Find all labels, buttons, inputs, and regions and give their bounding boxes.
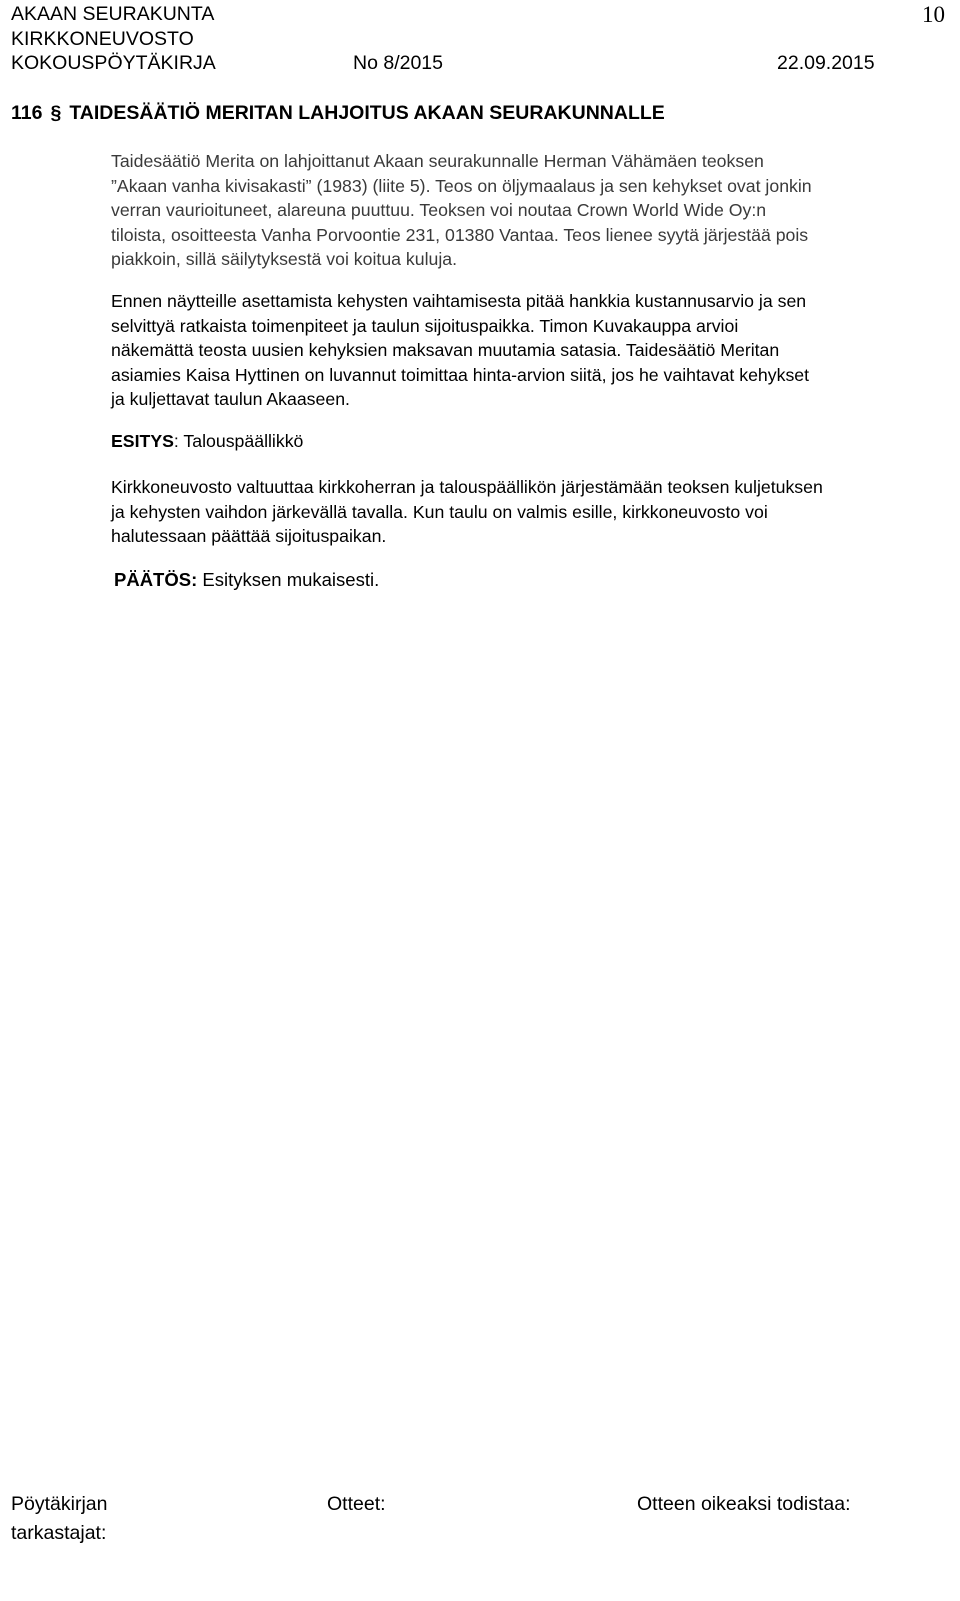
page-number: 10 xyxy=(922,2,945,27)
text-line: tiloista, osoitteesta Vanha Porvoontie 231, 01380 Vantaa. Teos lienee syytä järjestää pois xyxy=(111,224,809,245)
section-title: TAIDESÄÄTIÖ MERITAN LAHJOITUS AKAAN SEURAKUNNALLE xyxy=(69,102,665,124)
text-line: Kirkkoneuvosto valtuuttaa kirkkoherran ja talouspäällikön järjestämään teoksen kuljetuksen xyxy=(111,477,823,497)
text-line: selvittyä ratkaista toimenpiteet ja taulun sijoituspaikka. Timon Kuvakauppa arvioi xyxy=(111,315,739,336)
proposal-presenter: : Talouspäällikkö xyxy=(173,431,304,451)
decision-value: Esityksen mukaisesti. xyxy=(197,569,380,590)
section-heading xyxy=(11,101,665,125)
header-date: 22.09.2015 xyxy=(777,52,875,74)
section-symbol: § xyxy=(50,102,62,124)
section-number: 116 xyxy=(11,102,43,124)
paragraph-proposal-text xyxy=(111,475,945,549)
paragraph-background xyxy=(111,149,945,272)
proposal-label: ESITYS xyxy=(111,431,174,451)
header-org: AKAAN SEURAKUNTA xyxy=(11,3,215,25)
proposal-line xyxy=(111,429,945,454)
text-line: piakkoin, sillä säilytyksestä voi koitua kuluja. xyxy=(111,249,458,270)
header-doc-type: KOKOUSPÖYTÄKIRJA xyxy=(11,52,216,74)
decision-label: PÄÄTÖS: xyxy=(114,569,198,590)
text-line: Ennen näytteille asettamista kehysten vaihtamisesta pitää hankkia kustannusarvio ja sen xyxy=(111,291,807,311)
header-body: KIRKKONEUVOSTO xyxy=(11,28,194,50)
paragraph-frames xyxy=(111,289,945,412)
footer-checkers-line2: tarkastajat: xyxy=(11,1522,107,1544)
text-line: asiamies Kaisa Hyttinen on luvannut toimittaa hinta-arvion siitä, jos he vaihtavat kehykset xyxy=(111,364,810,385)
text-line: ja kuljettavat taulun Akaaseen. xyxy=(111,389,350,410)
footer-checkers-line1: Pöytäkirjan xyxy=(11,1493,108,1515)
text-line: verran vaurioituneet, alareuna puuttuu. Teoksen voi noutaa Crown World Wide Oy:n xyxy=(111,200,767,221)
footer-certified: Otteen oikeaksi todistaa: xyxy=(637,1493,851,1515)
text-line: näkemättä teosta uusien kehyksien maksavan muutamia satasia. Taidesäätiö Meritan xyxy=(111,340,780,361)
text-line: ”Akaan vanha kivisakasti” (1983) (liite 5). Teos on öljymaalaus ja sen kehykset ovat jonkin xyxy=(111,175,812,196)
footer-extracts: Otteet: xyxy=(327,1493,386,1515)
header-meta-row xyxy=(11,51,901,75)
text-line: Taidesäätiö Merita on lahjoittanut Akaan seurakunnalle Herman Vähämäen teoksen xyxy=(111,151,764,171)
decision-line xyxy=(114,568,948,593)
header-number: No 8/2015 xyxy=(353,52,443,74)
text-line: ja kehysten vaihdon järkevällä tavalla. Kun taulu on valmis esille, kirkkoneuvosto voi xyxy=(111,501,768,522)
text-line: halutessaan päättää sijoituspaikan. xyxy=(111,526,387,547)
footer-checkers xyxy=(11,1490,107,1548)
